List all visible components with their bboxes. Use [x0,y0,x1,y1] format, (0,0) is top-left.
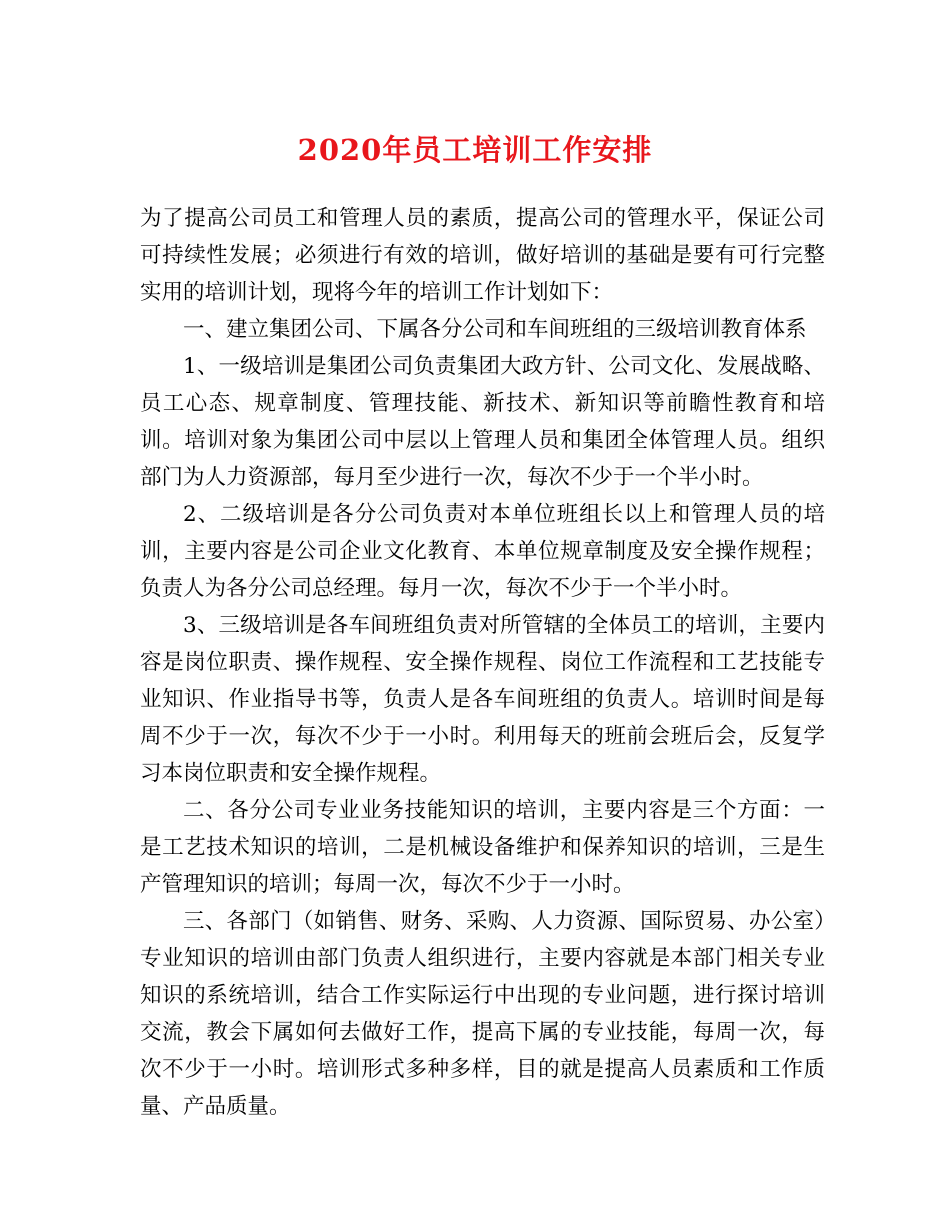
document-title: 2020年员工培训工作安排 [297,133,653,167]
section-three-paragraph: 三、各部门（如销售、财务、采购、人力资源、国际贸易、办公室）专业知识的培训由部门负责人组织进行，主要内容就是本部门相关专业知识的系统培训，结合工作实际运行中出现的专业问题，进行探讨培训交流，教会下属如何去做好工作，提高下属的专业技能，每周一次，每次不少于一小时。培训形式多种多样，目的就是提高人员素质和工作质量、产品质量。 [140,909,825,1119]
section-one-heading: 一、建立集团公司、下属各分公司和车间班组的三级培训教育体系 [183,317,807,342]
level-one-training-paragraph: 1、一级培训是集团公司负责集团大政方针、公司文化、发展战略、员工心态、规章制度、管理技能、新技术、新知识等前瞻性教育和培训。培训对象为集团公司中层以上管理人员和集团全体管理人员。组织部门为人力资源部，每月至少进行一次，每次不少于一个半小时。 [140,354,825,490]
level-three-training-paragraph: 3、三级培训是各车间班组负责对所管辖的全体员工的培训，主要内容是岗位职责、操作规程、安全操作规程、岗位工作流程和工艺技能专业知识、作业指导书等，负责人是各车间班组的负责人。培训时间是每周不少于一次，每次不少于一小时。利用每天的班前会班后会，反复学习本岗位职责和安全操作规程。 [140,613,825,786]
section-two-paragraph: 二、各分公司专业业务技能知识的培训，主要内容是三个方面：一是工艺技术知识的培训，二是机械设备维护和保养知识的培训，三是生产管理知识的培训；每周一次，每次不少于一小时。 [140,798,825,897]
intro-paragraph: 为了提高公司员工和管理人员的素质，提高公司的管理水平，保证公司可持续性发展；必须进行有效的培训，做好培训的基础是要有可行完整实用的培训计划，现将今年的培训工作计划如下： [140,206,825,305]
document-body [140,200,825,1125]
level-two-training-paragraph: 2、二级培训是各分公司负责对本单位班组长以上和管理人员的培训，主要内容是公司企业文化教育、本单位规章制度及安全操作规程；负责人为各分公司总经理。每月一次，每次不少于一个半小时。 [140,502,825,601]
